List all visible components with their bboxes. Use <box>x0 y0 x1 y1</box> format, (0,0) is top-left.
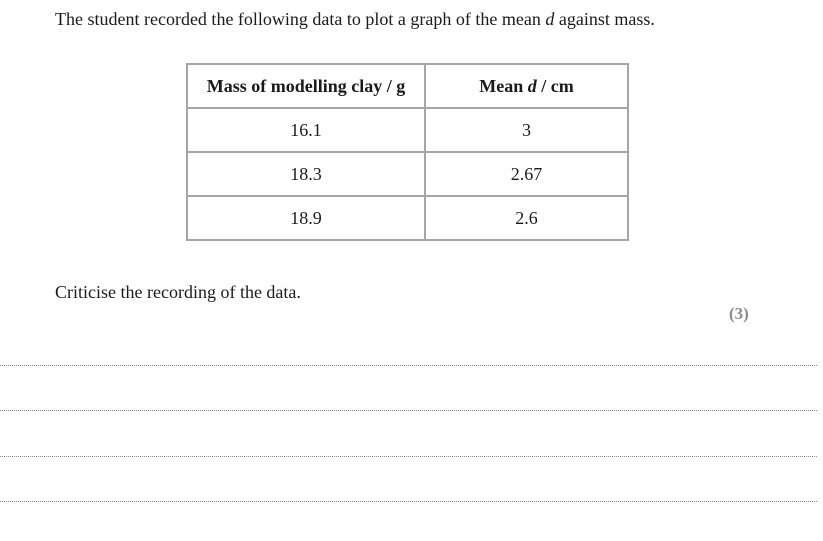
header-mean-variable: d <box>527 75 537 96</box>
cell-mass: 16.1 <box>187 108 425 152</box>
cell-mean: 2.6 <box>425 196 628 240</box>
answer-line[interactable] <box>0 365 817 366</box>
intro-variable: d <box>545 9 555 29</box>
intro-sentence <box>55 8 655 30</box>
answer-line[interactable] <box>0 410 817 411</box>
header-mean-prefix: Mean <box>479 75 528 96</box>
marks-indicator: (3) <box>729 304 749 323</box>
question-prompt: Criticise the recording of the data. <box>55 282 301 302</box>
cell-mass: 18.9 <box>187 196 425 240</box>
header-mass: Mass of modelling clay / g <box>187 64 425 108</box>
table-row <box>187 152 628 196</box>
header-mean-suffix: / cm <box>536 75 574 96</box>
header-mean <box>425 64 628 108</box>
intro-text-before: The student recorded the following data to plot a graph of the mean <box>55 9 546 29</box>
table-header-row <box>187 64 628 108</box>
data-table <box>186 63 629 241</box>
cell-mass: 18.3 <box>187 152 425 196</box>
answer-line[interactable] <box>0 501 817 502</box>
table-row <box>187 196 628 240</box>
answer-line[interactable] <box>0 456 817 457</box>
cell-mean: 2.67 <box>425 152 628 196</box>
intro-text-after: against mass. <box>554 9 655 29</box>
cell-mean: 3 <box>425 108 628 152</box>
table-row <box>187 108 628 152</box>
